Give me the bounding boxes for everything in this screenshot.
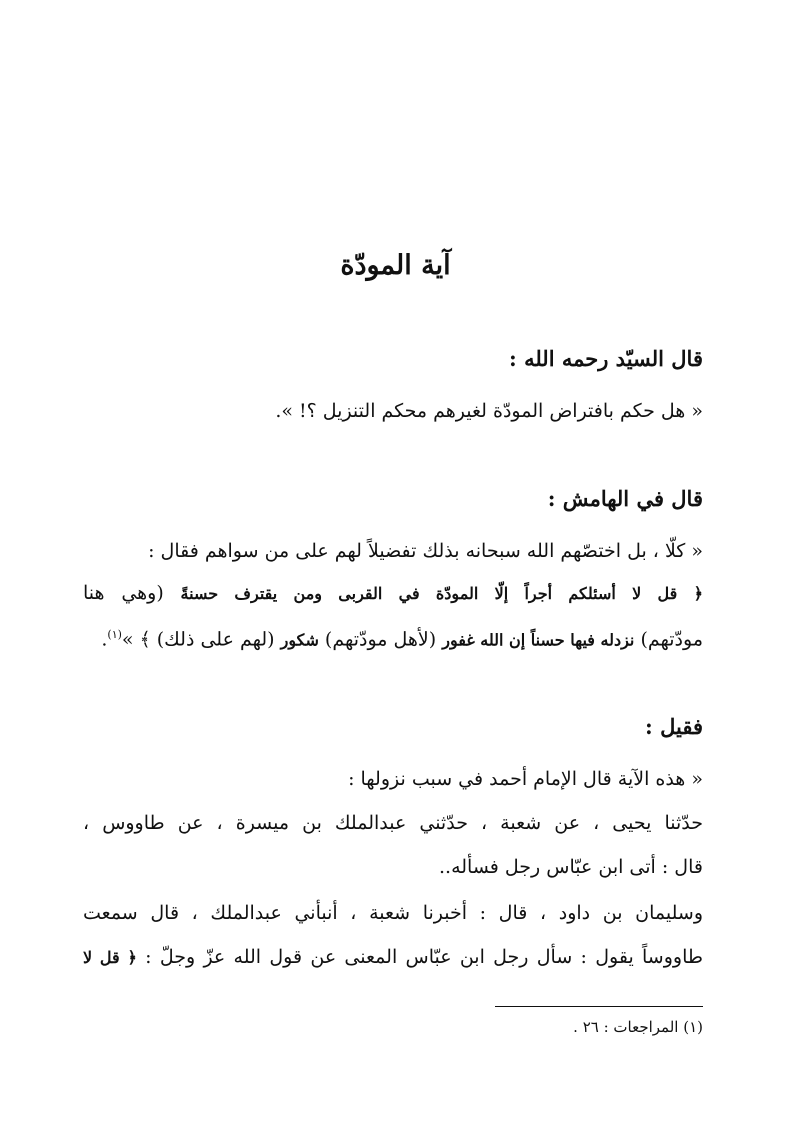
verse-text: نزدله فيها حسناً إن الله غفور [442, 630, 635, 650]
commentary-text: مودّتهم) [640, 628, 703, 651]
section3-line5 [83, 942, 703, 973]
punctuation: . [101, 628, 108, 651]
section2-line1: « كلّا ، بل اختصّهم الله سبحانه بذلك تفضيلاً لهم على من سواهم فقال : [148, 540, 703, 562]
footnote-divider [495, 1006, 703, 1007]
commentary-text: (وهي هنا [83, 582, 164, 604]
body-text: طاووساً يقول : سأل رجل ابن عبّاس المعنى عن قول الله عزّ وجلّ : [145, 946, 703, 968]
section3-line1: « هذه الآية قال الإمام أحمد في سبب نزولها : [348, 768, 703, 790]
section2-line2 [83, 578, 703, 609]
section2-line3 [83, 620, 703, 655]
section3-line2: حدّثنا يحيى ، عن شعبة ، حدّثني عبدالملك بن ميسرة ، عن طاووس ، [83, 812, 703, 834]
footnote-ref: (١) [107, 628, 122, 641]
footnote: (١) المراجعات : ٢٦ . [573, 1018, 703, 1036]
section3-heading: فقيل : [645, 714, 703, 739]
verse-text: شكور [280, 630, 319, 650]
commentary-text: (لهم على ذلك) ﴾ » [121, 628, 275, 651]
commentary-text: (لأهل مودّتهم) [324, 628, 437, 651]
section1-quote: « هل حكم بافتراض المودّة لغيرهم محكم التنزيل ؟! ». [275, 400, 703, 422]
section1-heading: قال السيّد رحمه الله : [509, 346, 703, 371]
section3-line3: قال : أتى ابن عبّاس رجل فسأله.. [439, 856, 703, 878]
page-title: آية المودّة [340, 250, 451, 281]
section2-heading: قال في الهامش : [547, 486, 703, 511]
verse-text: ﴿ قل لا أسئلكم أجراً إلّا المودّة في القربى ومن يقترف حسنةً [180, 584, 703, 603]
section3-line4: وسليمان بن داود ، قال : أخبرنا شعبة ، أنبأني عبدالملك ، قال سمعت [83, 902, 703, 924]
verse-text: ﴿ قل لا [83, 948, 137, 967]
